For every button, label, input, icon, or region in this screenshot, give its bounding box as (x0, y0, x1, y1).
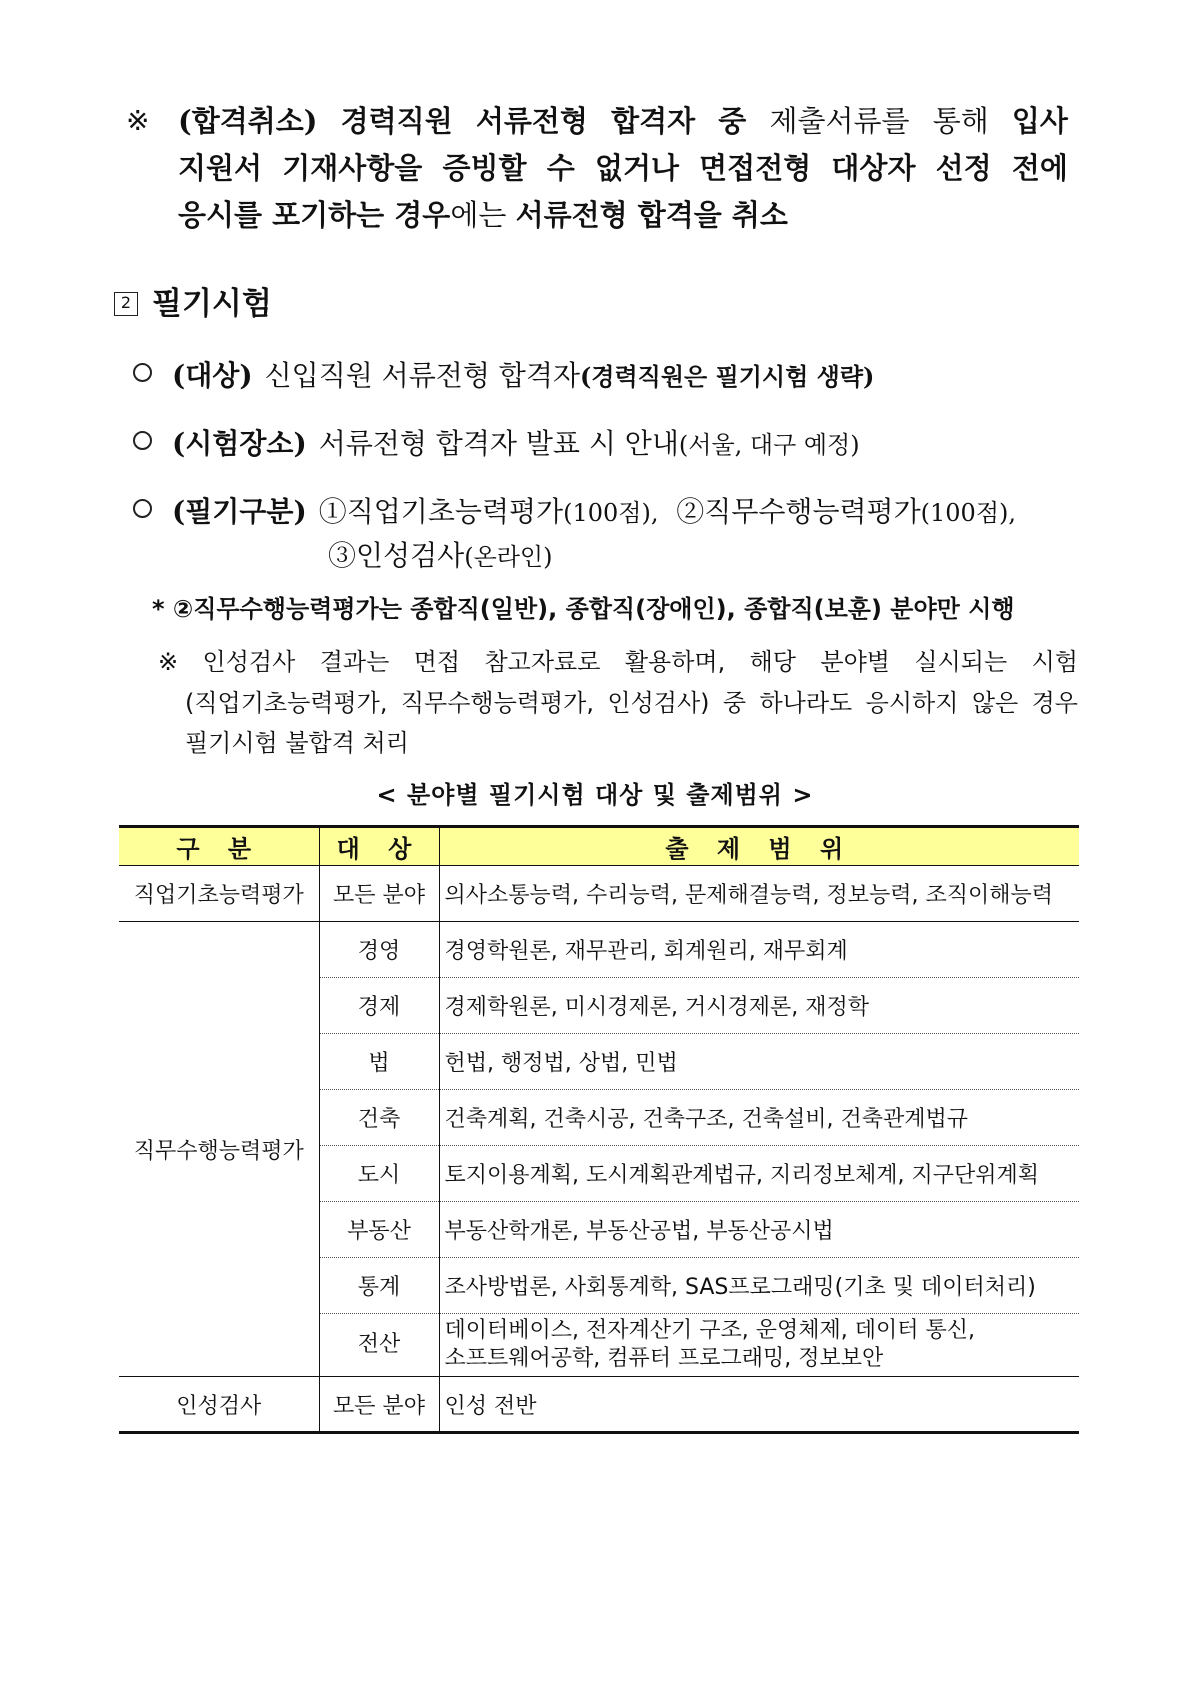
note-word: 입사 (1011, 104, 1068, 138)
row-target: 건축 (319, 1090, 439, 1146)
note-line-1 (178, 104, 1068, 138)
row-target: 법 (319, 1034, 439, 1090)
header-scope: 출 제 범 위 (439, 827, 1079, 866)
note-word: 통해 (932, 104, 989, 138)
remark-word: 분야별 (820, 648, 890, 676)
remark-word: 시험 (1031, 648, 1078, 676)
row-category-merged: 직무수행능력평가 (119, 922, 319, 1377)
header-target: 대 상 (319, 827, 439, 866)
exam-item-2: ②직무수행능력평가 (676, 495, 921, 528)
remark-word: 직무수행능력평가, (400, 689, 594, 717)
bullet-key: (대상) (172, 359, 253, 392)
note-word: 경력직원 (340, 104, 453, 138)
note-word: 수 (546, 151, 575, 185)
bullet-circle-icon (133, 431, 152, 450)
note-line-3 (178, 198, 788, 232)
remark-word: 않은 (971, 689, 1019, 717)
table-row (119, 1377, 1079, 1433)
table-title: < 분야별 필기시험 대상 및 출제범위 > (376, 781, 814, 809)
exam-item-3-note: (온라인) (464, 543, 553, 571)
bullet-key: (필기구분) (172, 495, 307, 528)
remark-word: 경우 (1031, 689, 1078, 717)
note-word: 중 (718, 104, 747, 138)
row-target: 부동산 (319, 1202, 439, 1258)
remark-line-2 (185, 688, 1078, 718)
row-scope-line: 데이터베이스, 전자계산기 구조, 운영체제, 데이터 통신, (444, 1318, 975, 1343)
bullet-exam-type-cont (328, 538, 552, 575)
bullet-text: 신입직원 서류전형 합격자 (264, 359, 580, 392)
row-scope: 건축계획, 건축시공, 건축구조, 건축설비, 건축관계법규 (439, 1090, 1079, 1146)
remark-word: 응시하지 (865, 689, 959, 717)
note-emphasis: 응시를 포기하는 경우 (178, 198, 451, 232)
note-word: 합격자 (611, 104, 696, 138)
note-word: 서류전형 (475, 104, 588, 138)
remark-word: 활용하며, (624, 648, 726, 676)
row-scope: 경영학원론, 재무관리, 회계원리, 재무회계 (439, 922, 1079, 978)
row-target: 모든 분야 (319, 1377, 439, 1433)
row-scope: 토지이용계획, 도시계획관계법규, 지리정보체계, 지구단위계획 (439, 1146, 1079, 1202)
row-target: 도시 (319, 1146, 439, 1202)
exam-item-2-points: (100점), (920, 499, 1017, 527)
table-header-row (119, 827, 1079, 866)
row-scope: 의사소통능력, 수리능력, 문제해결능력, 정보능력, 조직이해능력 (439, 866, 1079, 922)
bullet-venue (133, 426, 860, 463)
note-word: 기재사항을 (282, 151, 423, 185)
section-title: 필기시험 (152, 286, 272, 322)
remark-word: 인성검사) (607, 689, 710, 717)
reference-mark: ※ (126, 104, 150, 137)
row-target: 모든 분야 (319, 866, 439, 922)
bullet-note: (서울, 대구 예정) (678, 431, 860, 459)
row-target: 경영 (319, 922, 439, 978)
exam-scope-table (119, 825, 1079, 1434)
bullet-exam-type (133, 494, 1016, 531)
remark-word: 실시되는 (914, 648, 1008, 676)
remark-word: 해당 (749, 648, 796, 676)
exam-item-3: ③인성검사 (328, 539, 465, 572)
row-scope: 조사방법론, 사회통계학, SAS프로그래밍(기초 및 데이터처리) (439, 1258, 1079, 1314)
note-word: (합격취소) (178, 104, 318, 138)
remark-word: (직업기초능력평가, (185, 689, 388, 717)
note-word: 제출서류를 (769, 104, 910, 138)
remark-line-1 (158, 647, 1078, 677)
remark-word: ※ (158, 648, 179, 676)
row-scope (439, 1314, 1079, 1377)
row-scope-line: 소프트웨어공학, 컴퓨터 프로그래밍, 정보보안 (444, 1346, 884, 1371)
bullet-circle-icon (133, 363, 152, 382)
remark-word: 결과는 (319, 648, 390, 676)
bullet-text: 서류전형 합격자 발표 시 안내 (318, 427, 679, 460)
note-word: 증빙할 (442, 151, 527, 185)
row-target: 전산 (319, 1314, 439, 1377)
note-text: 에는 (450, 198, 516, 232)
note-word: 면접전형 (699, 151, 812, 185)
note-word: 선정 (935, 151, 992, 185)
row-scope: 인성 전반 (439, 1377, 1079, 1433)
row-category: 직업기초능력평가 (119, 866, 319, 922)
note-word: 없거나 (594, 151, 679, 185)
row-category: 인성검사 (119, 1377, 319, 1433)
bullet-circle-icon (133, 499, 152, 518)
note-emphasis: 서류전형 합격을 취소 (515, 198, 788, 232)
bullet-target (133, 358, 874, 395)
bullet-note: (경력직원은 필기시험 생략) (579, 362, 875, 391)
exam-item-1: ①직업기초능력평가 (318, 495, 564, 528)
remark-word: 면접 (413, 648, 461, 676)
section-number: 2 (120, 293, 132, 312)
remark-line-3: 필기시험 불합격 처리 (185, 729, 409, 757)
row-target: 경제 (319, 978, 439, 1034)
section-number-box (114, 292, 138, 316)
bullet-key: (시험장소) (172, 427, 307, 460)
row-scope: 경제학원론, 미시경제론, 거시경제론, 재정학 (439, 978, 1079, 1034)
exam-item-1-points: (100점), (563, 499, 659, 527)
job-test-footnote: * ②직무수행능력평가는 종합직(일반), 종합직(장애인), 종합직(보훈) 분야만 시행 (152, 595, 1015, 623)
note-word: 지원서 (178, 151, 263, 185)
remark-word: 참고자료로 (484, 648, 601, 676)
row-target: 통계 (319, 1258, 439, 1314)
note-line-2 (178, 151, 1068, 185)
table-row (119, 866, 1079, 922)
note-word: 전에 (1011, 151, 1068, 185)
remark-word: 인성검사 (202, 648, 296, 676)
note-word: 대상자 (831, 151, 916, 185)
table-row (119, 922, 1079, 978)
section-heading (114, 284, 272, 324)
row-scope: 부동산학개론, 부동산공법, 부동산공시법 (439, 1202, 1079, 1258)
remark-word: 중 (722, 689, 747, 717)
header-category: 구 분 (119, 827, 319, 866)
row-scope: 헌법, 행정법, 상법, 민법 (439, 1034, 1079, 1090)
remark-word: 하나라도 (759, 689, 853, 717)
